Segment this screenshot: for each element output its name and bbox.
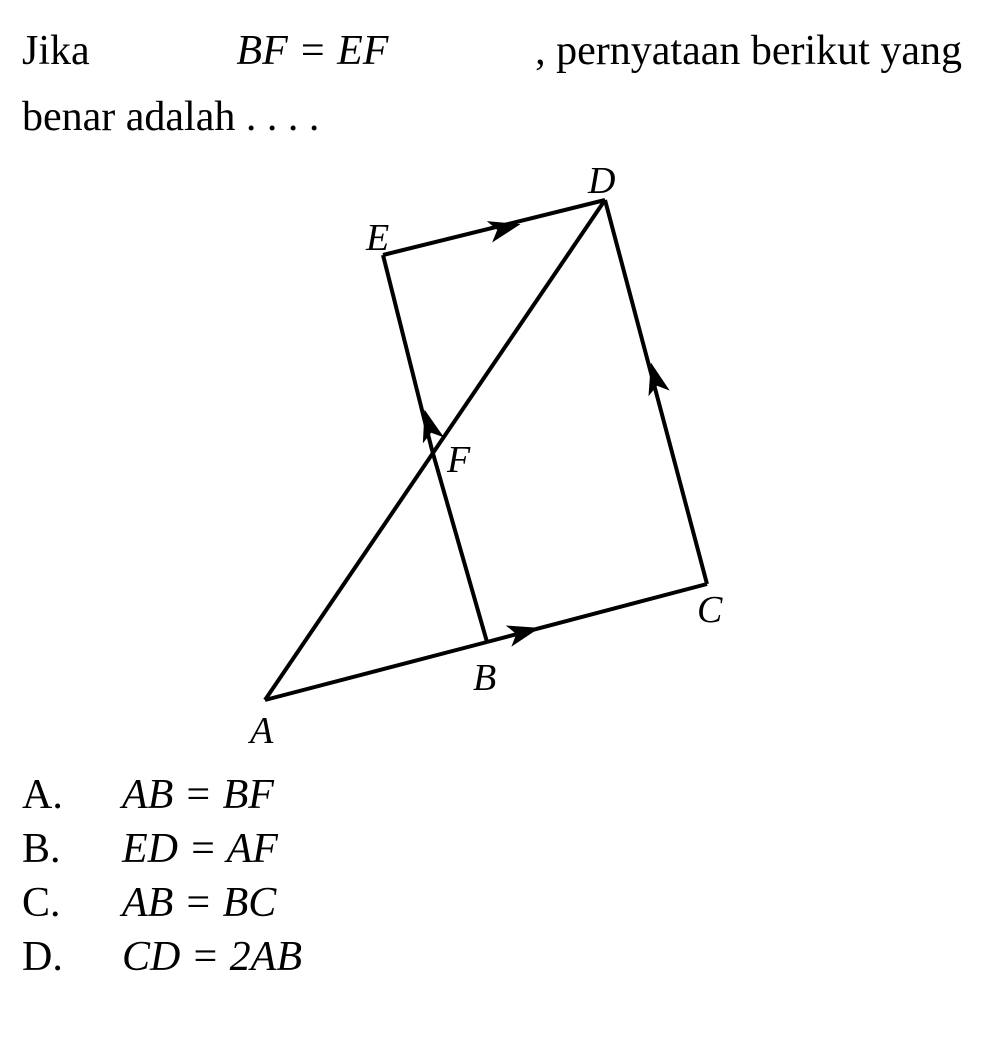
option-a[interactable] — [22, 768, 302, 822]
option-expression: ED = AF — [122, 826, 278, 872]
point-label-d: D — [588, 160, 616, 202]
option-letter: B. — [22, 826, 61, 872]
option-d[interactable] — [22, 930, 302, 984]
arrow-b-c-icon — [506, 617, 543, 646]
question-suffix: , pernyataan berikut yang — [535, 28, 962, 74]
question-prefix: Jika — [22, 28, 90, 74]
option-letter: A. — [22, 772, 63, 818]
point-label-a: A — [250, 710, 274, 752]
option-c[interactable] — [22, 876, 302, 930]
option-letter: C. — [22, 880, 61, 926]
answer-options — [22, 768, 302, 984]
option-b[interactable] — [22, 822, 302, 876]
point-label-b: B — [473, 657, 497, 699]
option-letter: D. — [22, 934, 63, 980]
point-label-c: C — [697, 589, 723, 631]
point-label-f: F — [447, 439, 471, 481]
segment-c-d — [605, 200, 707, 584]
option-expression: AB = BC — [122, 880, 277, 926]
option-expression: AB = BF — [122, 772, 274, 818]
question-condition: BF = EF — [236, 28, 389, 74]
point-label-e: E — [366, 217, 390, 259]
option-expression: CD = 2AB — [122, 934, 302, 980]
question-line-2: benar adalah . . . . — [22, 94, 320, 140]
